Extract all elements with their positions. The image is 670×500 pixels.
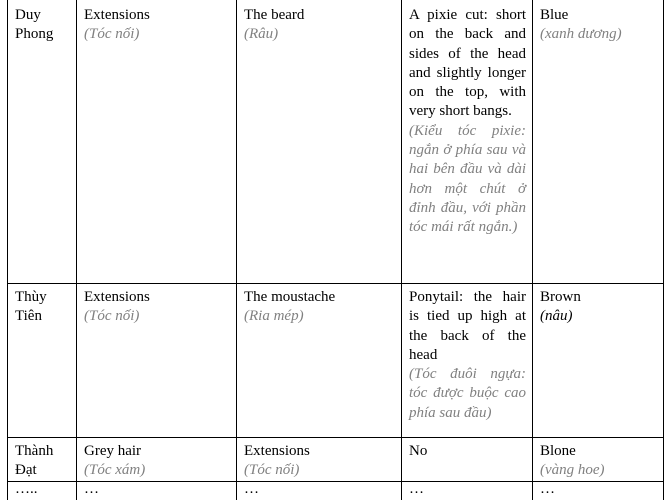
table-row	[8, 438, 664, 482]
table-cell	[8, 481, 77, 500]
cell-text-vi: (Tóc nối)	[84, 308, 140, 325]
cell-text-vi: (Tóc đuôi ngựa: tóc được buộc cao phía sau đầu)	[409, 366, 526, 421]
cell-text-en: Extensions	[84, 289, 150, 305]
table-cell	[402, 481, 533, 500]
table-row	[8, 0, 664, 284]
cell-text-vi: (vàng hoe)	[540, 462, 605, 479]
person-name: Thùy Tiên	[15, 289, 47, 325]
ellipsis-text: …	[540, 481, 555, 497]
table-cell	[77, 284, 237, 438]
table-cell	[533, 284, 664, 438]
cell-text-vi: (Râu)	[244, 26, 279, 43]
table-cell	[77, 0, 237, 284]
name-cell	[8, 438, 77, 482]
table-cell	[402, 0, 533, 284]
table-cell	[533, 438, 664, 482]
cell-text-en: The beard	[244, 7, 305, 23]
table-cell	[533, 0, 664, 284]
cell-text-en: Blue	[540, 7, 569, 23]
cell-text-en: Brown	[540, 289, 581, 305]
table-cell	[237, 0, 402, 284]
cell-text-en: Extensions	[244, 443, 310, 459]
cell-text-vi: (xanh dương)	[540, 26, 622, 43]
table-cell	[237, 284, 402, 438]
table-row	[8, 481, 664, 500]
table-cell	[237, 481, 402, 500]
ellipsis-text: …	[409, 481, 424, 497]
table-cell	[402, 438, 533, 482]
name-cell	[8, 0, 77, 284]
cell-text-vi: (Tóc nối)	[84, 26, 140, 43]
person-name: Thành Đạt	[15, 443, 54, 479]
cell-text-en: Extensions	[84, 7, 150, 23]
table-cell	[533, 481, 664, 500]
ellipsis-text: …..	[15, 481, 38, 497]
ellipsis-text: …	[84, 481, 99, 497]
cell-text-en: Grey hair	[84, 443, 142, 459]
cell-text-vi: (nâu)	[540, 308, 573, 325]
cell-text-en: Blone	[540, 443, 576, 459]
cell-text-en: The moustache	[244, 289, 336, 305]
cell-text-vi: (Kiểu tóc pixie: ngắn ở phía sau và hai bên đầu và dài hơn một chút ở đỉnh đầu, với phần tóc mái rất ngắn.)	[409, 122, 526, 236]
table-row	[8, 284, 664, 438]
ellipsis-text: …	[244, 481, 259, 497]
table-cell	[77, 481, 237, 500]
cell-text-en: No	[409, 443, 428, 459]
cell-text-vi: (Tóc nối)	[244, 462, 300, 479]
cell-text-en: A pixie cut: short on the back and sides of the head and slightly longer on the top, with very short bangs.	[409, 7, 526, 120]
table-cell	[402, 284, 533, 438]
cell-text-en: Ponytail: the hair is tied up high at the back of the head	[409, 289, 526, 363]
person-name: Duy Phong	[15, 7, 54, 43]
hairstyle-table	[7, 0, 664, 500]
cell-text-vi: (Tóc xám)	[84, 462, 146, 479]
name-cell	[8, 284, 77, 438]
table-cell	[237, 438, 402, 482]
cell-text-vi: (Ria mép)	[244, 308, 304, 325]
table-cell	[77, 438, 237, 482]
